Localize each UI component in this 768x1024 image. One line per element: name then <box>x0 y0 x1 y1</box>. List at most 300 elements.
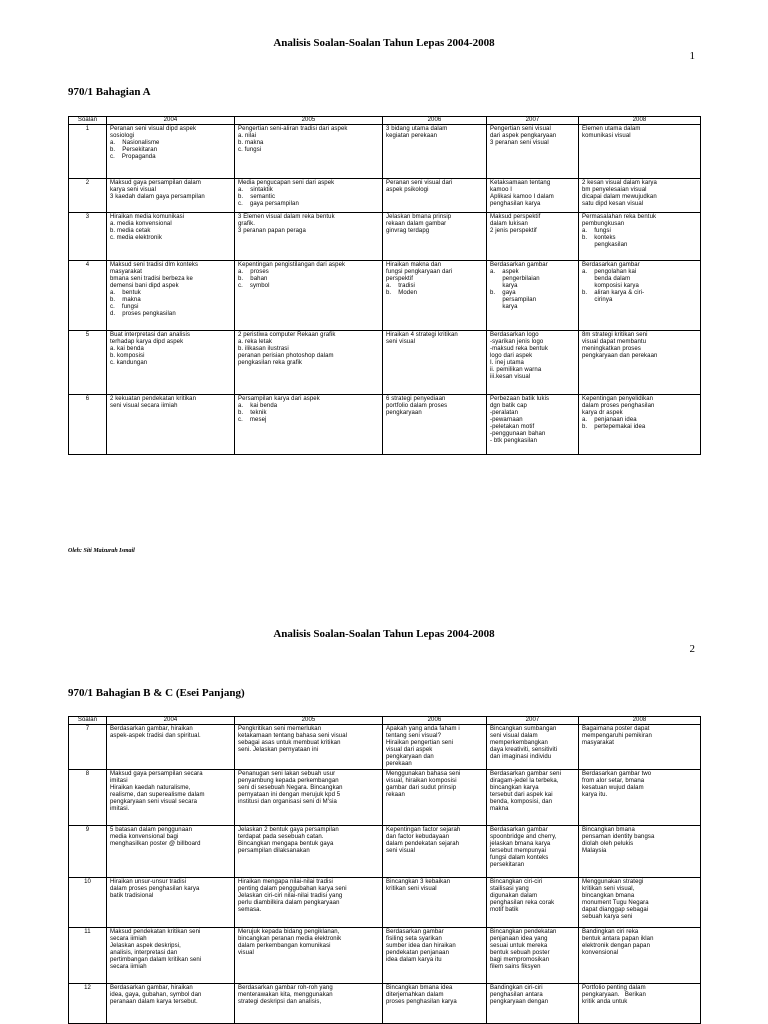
question-line: b. aliran karya & ciri- <box>582 290 645 296</box>
question-line: Persampilan karya dari aspek <box>238 396 320 402</box>
questions-table <box>68 716 701 1024</box>
question-line: Maksud seni tradisi dlm konteks <box>110 262 199 268</box>
question-line: portfolio dalam proses <box>386 403 448 409</box>
table-row <box>69 770 701 826</box>
question-line: monument Tugu Negara <box>582 900 649 906</box>
question-number: 7 <box>69 725 107 770</box>
question-line: cirinya <box>582 297 613 303</box>
question-line: -pewarnaan <box>490 417 523 423</box>
question-line: Hiraikan kaedah naturalisme, <box>110 785 191 791</box>
question-line: tentang seni visual? <box>386 733 442 739</box>
question-line: dan factor kebudayaan <box>386 834 450 840</box>
question-line: batik tradisional <box>110 893 154 899</box>
question-cell <box>383 928 487 984</box>
question-line: diragam-jedel la terbeka, <box>490 778 559 784</box>
question-line: b. Moden <box>386 290 418 296</box>
column-header: 2008 <box>579 717 701 725</box>
column-header: 2006 <box>383 717 487 725</box>
question-line: dalam proses penghasilan <box>582 403 655 409</box>
question-line: pernyataan ini dengan merujuk kpd 5 <box>238 792 341 798</box>
question-cell <box>487 213 579 261</box>
question-line: 5 batasan dalam penggunaan <box>110 827 193 833</box>
question-line: memperkembangkan <box>490 740 548 746</box>
document-title: Analisis Soalan-Soalan Tahun Lepas 2004-2008 <box>273 628 495 640</box>
question-cell <box>235 125 383 179</box>
question-cell <box>235 928 383 984</box>
question-line: idea, gaya, gubahan, symbol dan <box>110 992 202 998</box>
question-line: 2 jenis perspektif <box>490 228 537 234</box>
question-line: ii. pemilikan warna <box>490 367 542 373</box>
question-cell <box>107 213 235 261</box>
table-row <box>69 179 701 213</box>
question-line: secara iimiah <box>110 964 147 970</box>
question-cell <box>487 395 579 455</box>
question-line: Menggunakan bahasa seni <box>386 771 461 777</box>
question-line: Elemen utama dalam <box>582 126 641 132</box>
question-cell <box>107 878 235 928</box>
question-line: Berdasarkan gambar seni <box>490 771 562 777</box>
question-line: I. inej utama <box>490 360 524 366</box>
question-cell <box>579 928 701 984</box>
question-line: makna <box>490 806 509 812</box>
question-line: dalam pendekatan sejarah <box>386 841 460 847</box>
question-line: a. aspek <box>490 269 519 275</box>
question-line: c. fungsi <box>238 147 262 153</box>
question-line: imitasi. <box>110 806 130 812</box>
question-cell <box>579 213 701 261</box>
question-line: Bincangkan bmana idea <box>386 985 453 991</box>
question-line: a. nilai <box>238 133 257 139</box>
question-line: diolah oleh pelukis <box>582 841 634 847</box>
column-header: 2004 <box>107 117 235 125</box>
question-line: a. reka letak <box>238 339 272 345</box>
question-line: penghasilan antara <box>490 992 543 998</box>
question-cell <box>383 770 487 826</box>
question-line: gambar dari sudut prinsip <box>386 785 457 791</box>
question-line: Kepentingan penyelidikan <box>582 396 654 402</box>
table-header-row <box>69 117 701 125</box>
question-line: a. pengolahan kai <box>582 269 637 275</box>
question-line: dapat dianggap sebagai <box>582 907 649 913</box>
question-line: masyarakat <box>582 740 615 746</box>
question-line: Berdasarkan gambar <box>582 262 640 268</box>
question-line: motif batik <box>490 907 519 913</box>
table-row <box>69 984 701 1024</box>
question-line: konvensional <box>582 950 619 956</box>
question-cell <box>107 725 235 770</box>
question-line: Peranan seni visual dari <box>386 180 453 186</box>
question-line: seni visual <box>386 339 416 345</box>
question-line: b. komposisi <box>110 353 145 359</box>
question-line: benda, komposisi, dan <box>490 799 553 805</box>
question-line: imitasi <box>110 778 128 784</box>
question-cell <box>235 878 383 928</box>
question-line: Berdasarkan gambar <box>386 929 444 935</box>
question-line: mempengaruhi pemikiran <box>582 733 652 739</box>
question-line: pensaman identity bangsa <box>582 834 655 840</box>
question-line: Ketaksamaan tentang <box>490 180 551 186</box>
question-cell <box>235 179 383 213</box>
question-line: b. makna <box>238 140 264 146</box>
question-line: persekitaran <box>490 862 525 868</box>
question-cell <box>579 395 701 455</box>
question-line: dalam lukisan <box>490 221 528 227</box>
question-number: 5 <box>69 331 107 395</box>
question-line: Peranan seni visual dipd aspek <box>110 126 197 132</box>
column-header: Soalan <box>69 717 107 725</box>
question-line: Aplikasi kamoo I dalam <box>490 194 554 200</box>
question-cell <box>383 331 487 395</box>
question-line: seni. Jelaskan pernyataan ini <box>238 747 319 753</box>
question-cell <box>383 984 487 1024</box>
question-cell <box>579 125 701 179</box>
question-cell <box>383 395 487 455</box>
question-line: Jelaskan bmana prinsip <box>386 214 452 220</box>
question-number: 2 <box>69 179 107 213</box>
question-line: digunakan dalam <box>490 893 538 899</box>
question-line: persampilan <box>490 297 537 303</box>
question-line: c. media elektronik <box>110 235 162 241</box>
question-line: dan imaginasi individu <box>490 754 552 760</box>
question-cell <box>107 984 235 1024</box>
question-line: from alor setar, bmana <box>582 778 645 784</box>
question-line: pengkaryaan <box>386 410 422 416</box>
question-line: meningkatkan proses <box>582 346 641 352</box>
question-line: Hiraikan mengapa nilai-nilai tradisi <box>238 879 333 885</box>
question-line: iii.kesan visual <box>490 374 531 380</box>
question-line: perlu diambilkira dalam pengkaryaan <box>238 900 340 906</box>
question-line: fungsi pengkaryaan dari <box>386 269 453 275</box>
question-number: 11 <box>69 928 107 984</box>
question-line: kritikan seni visual, <box>582 886 635 892</box>
question-line: Hiraikan unsur-unsur tradisi <box>110 879 187 885</box>
question-line: Hiraikan media komunikasi <box>110 214 185 220</box>
question-line: karya itu. <box>582 792 608 798</box>
table-row <box>69 261 701 331</box>
question-line: Jelaskan ciri-ciri nilai-nilai tradisi yang <box>238 893 343 899</box>
question-cell <box>107 826 235 878</box>
question-line: dicapai dalam mewujudkan <box>582 194 657 200</box>
question-line: Bincangkan ciri-ciri <box>490 879 543 885</box>
question-line: elektronik dengan papan <box>582 943 651 949</box>
question-line: pengkaryaan seni visual secara <box>110 799 198 805</box>
question-line: Bincangkan sumbangan <box>490 726 557 732</box>
question-line: diterjemahkan dalam <box>386 992 444 998</box>
question-line: 2 peristiwa computer Rekaan grafik <box>238 332 336 338</box>
question-line: visual, hiraikan komposisi <box>386 778 457 784</box>
question-line: pengkasilan reka grafik <box>238 360 303 366</box>
question-line: 3 Elemen visual dalam reka bentuk <box>238 214 335 220</box>
question-cell <box>235 770 383 826</box>
question-cell <box>235 826 383 878</box>
question-line: 3 peranan seni visual <box>490 140 549 146</box>
question-number: 8 <box>69 770 107 826</box>
question-line: rekaan dalam gambar <box>386 221 447 227</box>
question-cell <box>383 179 487 213</box>
question-line: dalam proses penghasilan karya <box>110 886 200 892</box>
question-cell <box>579 179 701 213</box>
question-cell <box>107 261 235 331</box>
question-line: b. media cetak <box>110 228 151 234</box>
table-row <box>69 331 701 395</box>
section-title: 970/1 Bahagian A <box>68 86 151 98</box>
question-number: 12 <box>69 984 107 1024</box>
question-line: a. media konvensional <box>110 221 172 227</box>
question-line: c. symbol <box>238 283 270 289</box>
question-line: Perbezaan batik lukis <box>490 396 550 402</box>
question-line: penjanaan idea yang <box>490 936 548 942</box>
question-line: aspek psikologi <box>386 187 429 193</box>
author-credit: Oleh: Siti Maizurah Ismail <box>68 548 135 554</box>
question-line: 3 peranan papan peraga <box>238 228 306 234</box>
table-row <box>69 928 701 984</box>
question-cell <box>487 261 579 331</box>
question-cell <box>487 928 579 984</box>
question-line: a. kai benda <box>110 346 144 352</box>
question-line: sumber idea dan hiraikan <box>386 943 456 949</box>
question-line: Media pengucapan seni dari aspek <box>238 180 335 186</box>
question-line: a. fungsi <box>582 228 611 234</box>
question-cell <box>107 125 235 179</box>
question-line: -syarikan jenis logo <box>490 339 544 345</box>
question-line: penghasilan reka corak <box>490 900 555 906</box>
question-line: persampilan dilaksanakan <box>238 848 310 854</box>
question-line: seni visual dalam <box>490 733 538 739</box>
question-number: 3 <box>69 213 107 261</box>
question-line: kritik anda untuk <box>582 999 628 1005</box>
question-line: kegiatan perekaan <box>386 133 438 139</box>
question-line: 2 kekuatan pendekatan kritikan <box>110 396 197 402</box>
question-line: benda dalam <box>582 276 631 282</box>
question-line: stailisasi yang <box>490 886 529 892</box>
question-line: institusi dan organisasi seni di M'sia <box>238 799 337 805</box>
question-line: filem sains fiksyen <box>490 964 541 970</box>
question-cell <box>383 725 487 770</box>
column-header: 2007 <box>487 117 579 125</box>
question-cell <box>487 725 579 770</box>
question-line: penting dalam penggubahan karya seni <box>238 886 347 892</box>
question-line: terdapat pada sesebuah catan. <box>238 834 324 840</box>
question-line: fungsi dalam konteks <box>490 855 549 861</box>
question-line: Kepentingan factor sejarah <box>386 827 461 833</box>
question-line: pengkaryaan dan perekaan <box>582 353 658 359</box>
question-line: Berdasarkan gambar roh-roh yang <box>238 985 333 991</box>
question-cell <box>487 179 579 213</box>
question-line: komposisi karya <box>582 283 639 289</box>
question-line: Malaysia <box>582 848 607 854</box>
question-line: a. penjanaan idea <box>582 417 637 423</box>
question-line: karya dr aspek <box>582 410 623 416</box>
question-line: perspektif <box>386 276 414 282</box>
question-line: b. gaya <box>490 290 516 296</box>
question-line: Maksud perspektif <box>490 214 541 220</box>
question-line: -maksud reka bentuk <box>490 346 548 352</box>
question-line: a. bentuk <box>110 290 141 296</box>
question-line: -peralatan <box>490 410 519 416</box>
question-line: b. ilikasan ilustrasi <box>238 346 289 352</box>
question-line: peranaan dalam karya tersebut. <box>110 999 198 1005</box>
question-line: bmana seni tradisi berbeza ke <box>110 276 193 282</box>
column-header: 2005 <box>235 717 383 725</box>
question-line: pengkaryaan dengan <box>490 999 549 1005</box>
question-line: media konvensional bagi <box>110 834 179 840</box>
question-line: visual dapat membantu <box>582 339 647 345</box>
table-row <box>69 213 701 261</box>
question-line: pembungkusan <box>582 221 625 227</box>
question-line: Penanugan seni lakan sebuah usur <box>238 771 336 777</box>
question-line: pengkasilan <box>582 242 628 248</box>
question-line: secara iimiah <box>110 936 147 942</box>
question-line: c. gaya persampilan <box>238 201 299 207</box>
question-line: c. Propaganda <box>110 154 156 160</box>
column-header: 2008 <box>579 117 701 125</box>
question-cell <box>579 984 701 1024</box>
question-line: pengkaryaan. Berikan <box>582 992 646 998</box>
question-line: c. mesej <box>238 417 267 423</box>
question-line: b. teknik <box>238 410 267 416</box>
question-line: seni visual secara iimiah <box>110 403 178 409</box>
question-line: perekaan <box>386 761 412 767</box>
question-cell <box>487 984 579 1024</box>
question-line: b. Persekitaran <box>110 147 158 153</box>
question-cell <box>487 331 579 395</box>
question-line: a. kai benda <box>238 403 278 409</box>
question-line: bincangkan bmana <box>582 893 635 899</box>
question-line: satu dipd kesan visual <box>582 201 644 207</box>
question-line: kesatuan wujud dalam <box>582 785 644 791</box>
page-number: 2 <box>689 643 695 655</box>
question-line: Kepentingan pengistilangan dari aspek <box>238 262 346 268</box>
question-number: 6 <box>69 395 107 455</box>
question-line: karya <box>490 304 518 310</box>
question-line: Berdasarkan gambar two <box>582 771 652 777</box>
question-line: terhadap karya dipd aspek <box>110 339 184 345</box>
question-cell <box>235 725 383 770</box>
question-line: dari aspek pengkaryaan <box>490 133 557 139</box>
question-line: Hiraikan 4 strategi kritikan <box>386 332 458 338</box>
question-line: proses penghasilan karya <box>386 999 457 1005</box>
question-line: pertimbangan dalam kritikan seni <box>110 957 202 963</box>
question-cell <box>235 984 383 1024</box>
question-number: 4 <box>69 261 107 331</box>
question-line: Bandingkan ciri reka <box>582 929 639 935</box>
question-line: -peletakan motif <box>490 424 535 430</box>
question-line: Bincangkan bmana <box>582 827 635 833</box>
question-line: sebuah karya seni <box>582 914 633 920</box>
question-line: 3 bidang utama dalam <box>386 126 448 132</box>
question-line: sosiologi <box>110 133 135 139</box>
question-line: bincangkan karya <box>490 785 539 791</box>
question-line: Apakah yang anda faham i <box>386 726 460 732</box>
question-line: semasa. <box>238 907 262 913</box>
question-line: idea dalam karya itu <box>386 957 442 963</box>
question-line: pengerbilaian <box>490 276 540 282</box>
question-line: 8m strategi kritikan seni <box>582 332 648 338</box>
question-line: Portfolio penting dalam <box>582 985 646 991</box>
question-line: Bagaimana poster dapat <box>582 726 650 732</box>
question-cell <box>579 725 701 770</box>
question-line: Bincangkan mengapa bentuk gaya <box>238 841 334 847</box>
question-line: b. semantic <box>238 194 276 200</box>
question-cell <box>235 331 383 395</box>
question-line: tersebut dari aspek kai <box>490 792 553 798</box>
question-line: grafik. <box>238 221 256 227</box>
question-line: a. proses <box>238 269 269 275</box>
question-line: Hiraikan makna dan <box>386 262 442 268</box>
question-cell <box>235 261 383 331</box>
question-cell <box>383 261 487 331</box>
question-line: Maksud gaya persampilan secara <box>110 771 203 777</box>
question-cell <box>487 826 579 878</box>
question-line: Jelaskan aspek deskripsi, <box>110 943 181 949</box>
question-line: kamoo I <box>490 187 513 193</box>
question-line: 6 strategi penyediaan <box>386 396 446 402</box>
question-number: 9 <box>69 826 107 878</box>
question-line: visual dari aspek <box>386 747 433 753</box>
question-cell <box>579 261 701 331</box>
question-line: masyarakat <box>110 269 143 275</box>
question-line: Pengertian seni-aliran tradisi dari aspek <box>238 126 348 132</box>
question-line: d. proses pengkasilan <box>110 311 176 317</box>
question-line: visual <box>238 950 254 956</box>
question-number: 10 <box>69 878 107 928</box>
question-line: bincangkan peranan media elektronik <box>238 936 342 942</box>
document-title: Analisis Soalan-Soalan Tahun Lepas 2004-2008 <box>273 37 495 49</box>
question-line: 2 kesan visual dalam karya <box>582 180 657 186</box>
question-line: Jelaskan 2 bentuk gaya persampilan <box>238 827 339 833</box>
question-line: b. bahan <box>238 276 268 282</box>
question-line: bentuk sebuah poster <box>490 950 550 956</box>
question-line: c. fungsi <box>110 304 139 310</box>
question-cell <box>107 179 235 213</box>
question-line: dgn batik cap <box>490 403 527 409</box>
questions-table <box>68 116 701 455</box>
question-line: bagi mempromosikan <box>490 957 550 963</box>
question-line: Permasalahan reka bentuk <box>582 214 657 220</box>
question-line: daya kreativiti, sensitiviti <box>490 747 558 753</box>
question-line: menghasilkan poster @ billboard <box>110 841 201 847</box>
question-line: menterawakan kita, menggunakan <box>238 992 333 998</box>
question-number: 1 <box>69 125 107 179</box>
question-cell <box>383 125 487 179</box>
question-line: rekaan <box>386 792 405 798</box>
question-line: karya seni visual <box>110 187 157 193</box>
question-line: - btk pengkasilan <box>490 438 538 444</box>
question-line: peranan perisian photoshop dalam <box>238 353 334 359</box>
question-cell <box>579 826 701 878</box>
question-cell <box>579 770 701 826</box>
question-line: Buat interpretasi dan analisis <box>110 332 191 338</box>
question-cell <box>107 331 235 395</box>
question-line: Pengkritikan seni memerlukan <box>238 726 322 732</box>
question-line: Berdasarkan logo <box>490 332 539 338</box>
question-line: Maksud pendekatan kritikan seni <box>110 929 201 935</box>
question-line: sesuai untuk mereka <box>490 943 548 949</box>
question-line: Hiraikan pengertian seni <box>386 740 454 746</box>
question-cell <box>235 213 383 261</box>
question-line: aspek-aspek tradisi dan spiritual. <box>110 733 201 739</box>
question-line: seni di sesebuah Negara. Bincangkan <box>238 785 343 791</box>
section-title: 970/1 Bahagian B & C (Esei Panjang) <box>68 687 245 699</box>
document-page-2 <box>0 600 768 1024</box>
question-line: -penggunaan bahan <box>490 431 546 437</box>
question-line: Bincangkan 3 kebaikan <box>386 879 451 885</box>
question-line: b. makna <box>110 297 141 303</box>
question-cell <box>579 878 701 928</box>
column-header: 2005 <box>235 117 383 125</box>
question-line: Maksud gaya persampilan dalam <box>110 180 201 186</box>
question-line: pendekatan penjanaan <box>386 950 450 956</box>
